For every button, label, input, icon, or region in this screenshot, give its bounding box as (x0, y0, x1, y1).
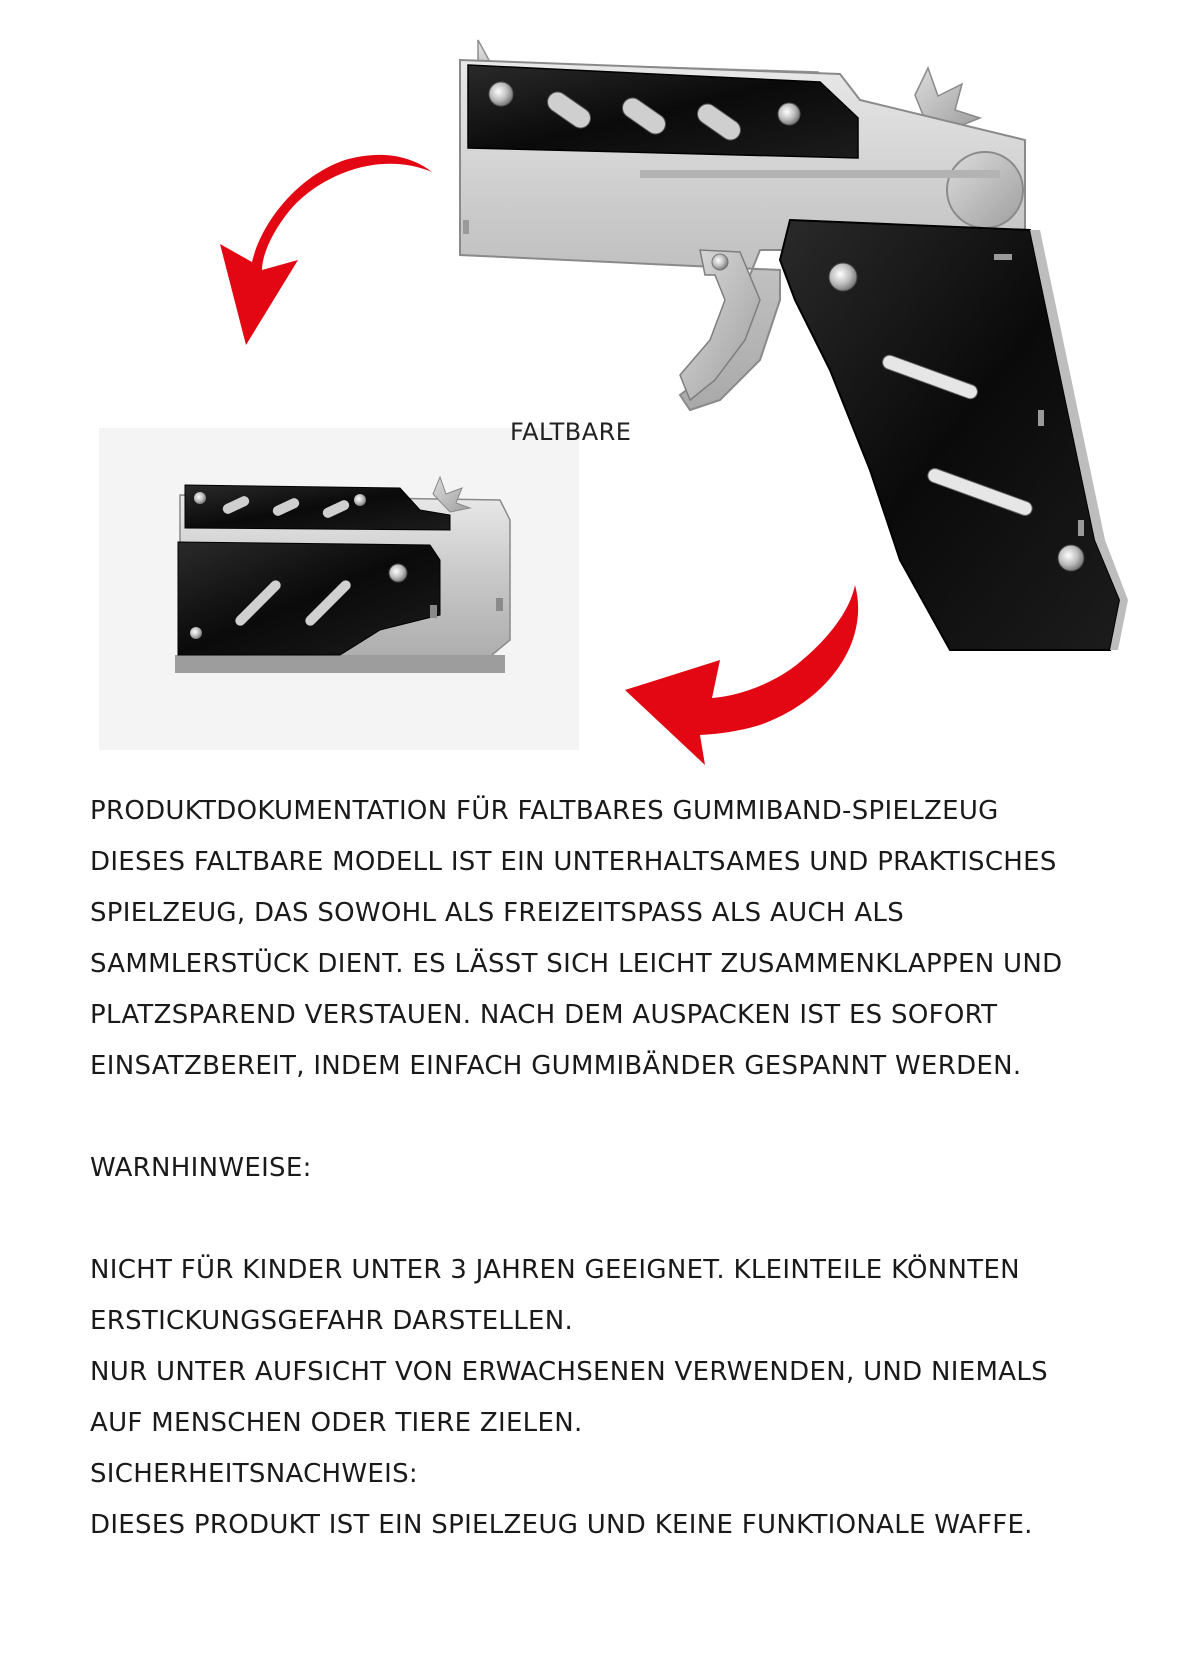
warning-line: AUF MENSCHEN ODER TIERE ZIELEN. (90, 1408, 583, 1438)
product-illustration (0, 0, 1181, 790)
folded-toy-image (175, 477, 510, 673)
product-documentation (90, 786, 1090, 1551)
red-arrow-unfold-icon (625, 585, 858, 765)
warning-line: NUR UNTER AUFSICHT VON ERWACHSENEN VERWENDEN, UND NIEMALS (90, 1357, 1048, 1387)
illustration-svg (0, 0, 1181, 790)
intro-line: SAMMLERSTÜCK DIENT. ES LÄSST SICH LEICHT ZUSAMMENKLAPPEN UND (90, 949, 1063, 979)
spacer (90, 1194, 1090, 1245)
intro-line: SPIELZEUG, DAS SOWOHL ALS FREIZEITSPASS ALS AUCH ALS (90, 898, 904, 928)
doc-title: PRODUKTDOKUMENTATION FÜR FALTBARES GUMMIBAND-SPIELZEUG (90, 796, 999, 826)
intro-line: PLATZSPAREND VERSTAUEN. NACH DEM AUSPACKEN IST ES SOFORT (90, 1000, 998, 1030)
intro-line: EINSATZBEREIT, INDEM EINFACH GUMMIBÄNDER GESPANNT WERDEN. (90, 1051, 1022, 1081)
safety-line: DIESES PRODUKT IST EIN SPIELZEUG UND KEINE FUNKTIONALE WAFFE. (90, 1510, 1033, 1540)
unfolded-toy-image (460, 40, 1128, 650)
warning-line: ERSTICKUNGSGEFAHR DARSTELLEN. (90, 1306, 574, 1336)
warning-heading: WARNHINWEISE: (90, 1153, 312, 1183)
spacer (90, 1092, 1090, 1143)
faltbare-label: FALTBARE (510, 418, 632, 446)
safety-heading: SICHERHEITSNACHWEIS: (90, 1459, 418, 1489)
red-arrow-fold-icon (220, 155, 432, 345)
intro-line: DIESES FALTBARE MODELL IST EIN UNTERHALTSAMES UND PRAKTISCHES (90, 847, 1057, 877)
warning-line: NICHT FÜR KINDER UNTER 3 JAHREN GEEIGNET. KLEINTEILE KÖNNTEN (90, 1255, 1020, 1285)
